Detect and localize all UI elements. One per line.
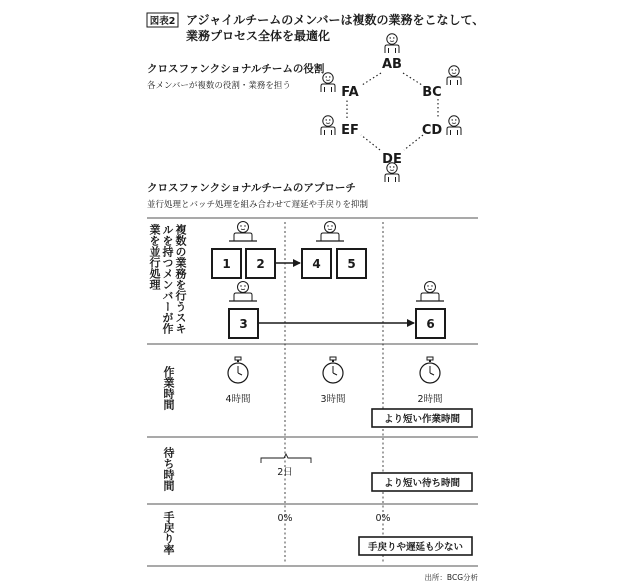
task-3-label: 3: [239, 317, 248, 331]
member-ab-label: AB: [382, 57, 402, 72]
rework-value-1: 0%: [277, 513, 293, 524]
task-box-1: [212, 249, 241, 278]
wait-time-value: 2日: [277, 467, 293, 478]
row-label-parallel: 複数の業務を行うスキルを持つメンバーが作業を並行処理: [148, 224, 187, 334]
roles-heading: クロスファンクショナルチームの役割: [147, 63, 325, 75]
task-2-label: 2: [256, 257, 265, 271]
approach-heading: クロスファンクショナルチームのアプローチ: [147, 182, 356, 194]
member-de: [382, 152, 402, 182]
task-box-4: [302, 249, 331, 278]
member-de-label: DE: [382, 152, 402, 167]
member-cd: [422, 116, 461, 138]
wait-bracket: [261, 454, 311, 463]
approach-subheading: 並行処理とバッチ処理を組み合わせて遅延や手戻りを抑制: [147, 200, 369, 210]
worker-1: [229, 222, 257, 242]
work-time-2: 3時間: [320, 394, 346, 405]
task-box-6: [416, 309, 445, 338]
worker-3: [229, 282, 257, 302]
task-box-2: [246, 249, 275, 278]
row-label-work-time: 作業時間: [162, 366, 175, 410]
worker-4: [416, 282, 444, 302]
rework-value-2: 0%: [375, 513, 391, 524]
member-fa-label: FA: [341, 85, 359, 100]
task-1-label: 1: [222, 257, 231, 271]
figure-label: 図表2: [149, 16, 176, 27]
member-bc-label: BC: [422, 85, 442, 100]
worker-2: [316, 222, 344, 242]
member-cd-label: CD: [421, 123, 443, 138]
member-ef: [321, 116, 359, 138]
task-5-label: 5: [347, 257, 356, 271]
source-note: 出所：BCG分析: [424, 573, 478, 582]
member-ab: [382, 34, 402, 72]
figure-title-line2: 業務プロセス全体を最適化: [186, 29, 331, 43]
row-label-wait-time: 待ち時間: [162, 447, 175, 491]
work-time-3: 2時間: [417, 394, 443, 405]
stopwatch-icon: [323, 357, 343, 383]
figure-title-line1: アジャイルチームのメンバーは複数の業務をこなして、: [186, 13, 485, 27]
task-4-label: 4: [312, 257, 321, 271]
roles-subheading: 各メンバーが複数の役割・業務を担う: [147, 81, 291, 91]
stopwatch-icon: [228, 357, 248, 383]
task-box-3: [229, 309, 258, 338]
member-bc: [422, 66, 461, 100]
column-dividers: [285, 222, 383, 562]
row-label-rework: 手戻り率: [162, 511, 175, 555]
callout-wait: より短い待ち時間: [383, 478, 461, 489]
member-ef-label: EF: [341, 123, 359, 138]
work-time-1: 4時間: [225, 394, 251, 405]
task-6-label: 6: [426, 317, 435, 331]
callout-work: より短い作業時間: [383, 414, 461, 425]
stopwatch-icon: [420, 357, 440, 383]
callout-rework: 手戻りや遅延も少ない: [367, 542, 464, 553]
member-fa: [321, 73, 359, 100]
task-box-5: [337, 249, 366, 278]
